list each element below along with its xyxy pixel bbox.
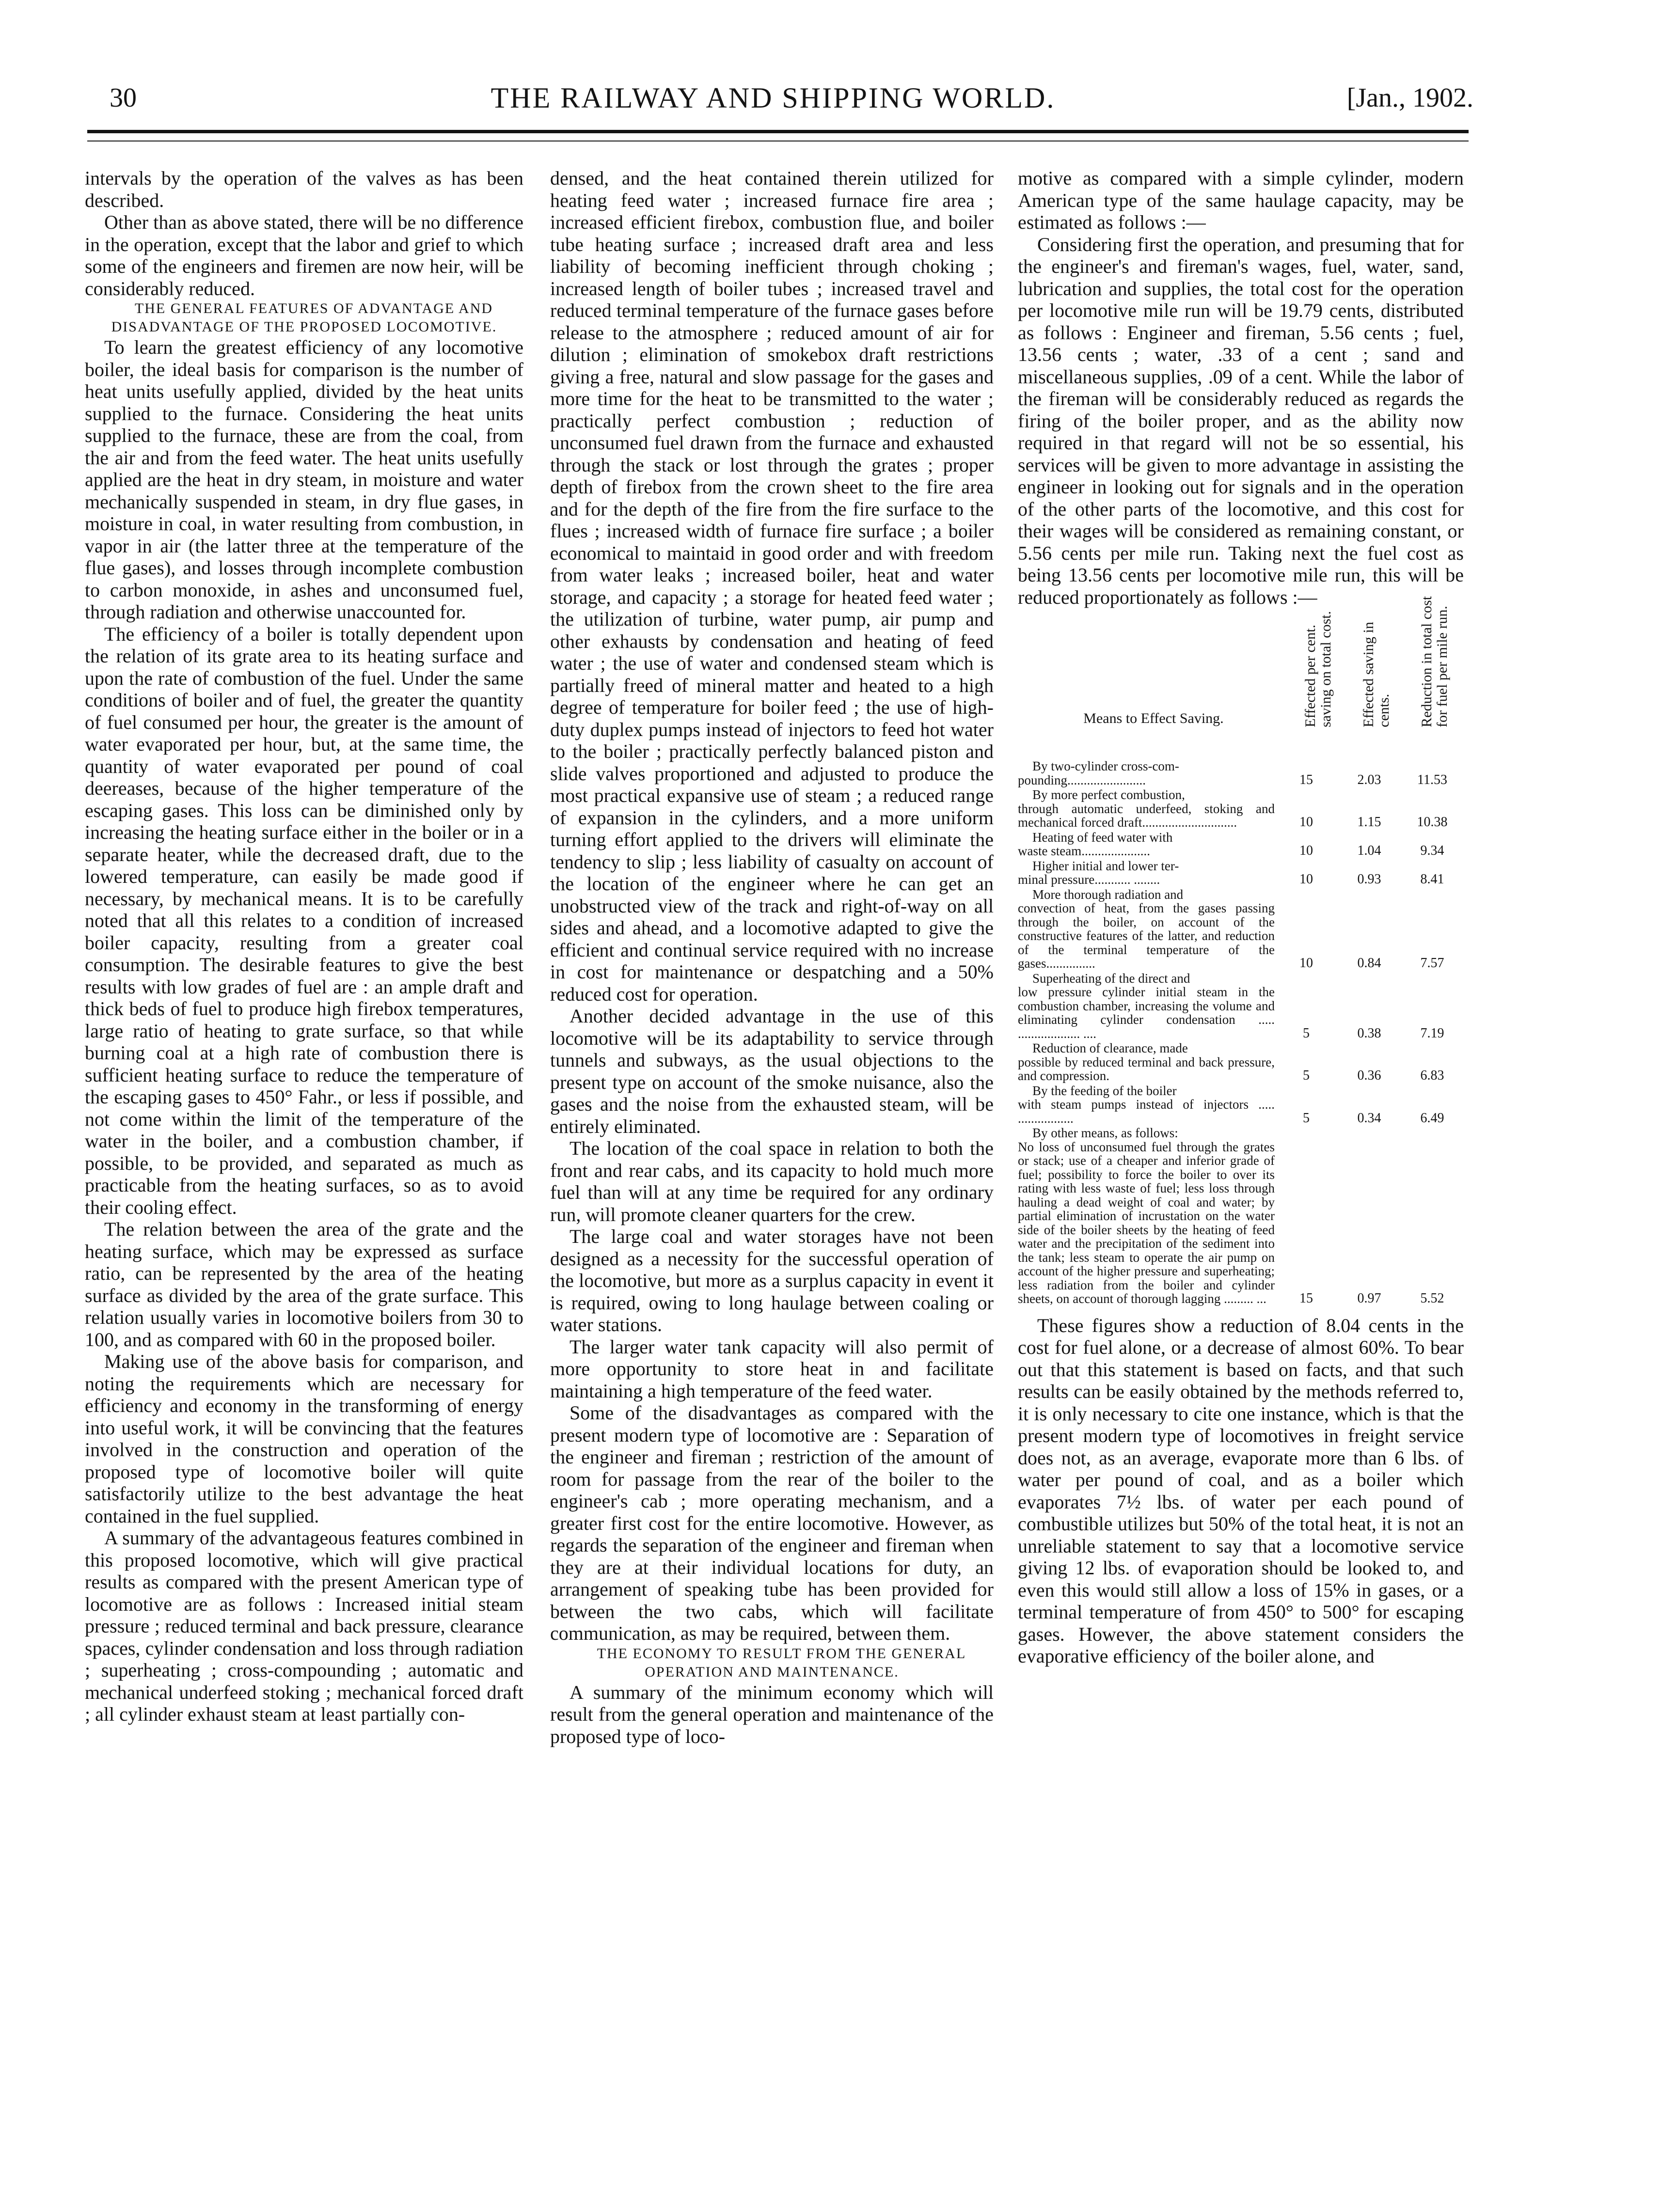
table-cell-percent: 15 [1299,1291,1313,1306]
paragraph: intervals by the operation of the valves as has been described. [85,167,523,211]
table-row-means [1018,859,1275,887]
table-row [1018,888,1464,971]
row-desc: through automatic underfeed, stoking and mechanical forced draft............................. [1018,801,1275,830]
table-header-percent-label: Effected per cent. saving on total cost. [1302,611,1334,727]
paragraph: The efficiency of a boiler is totally dependent upon the relation of its grate area to its heating surface and upon the rate of combustion of the fuel. Under the same conditions of boiler and of fuel, the greater the quantity of fuel consumed per hour, the greater is the amount of water evaporated per hour, but, at the same time, the quantity of water evaporated per pound of coal deereases, because of the higher temperature of the escaping gases. This loss can be diminished only by increasing the heating surface either in the boiler or in a separate heater, while the decreased draft, due to the lowered temperature, can easily be made good if necessary, by mechanical means. It is to be carefully noted that all this relates to a condition of increased boiler capacity, resulting from a greater coal consumption. The desirable features to give the best results with low grades of fuel are : an ample draft and thick beds of fuel to produce high firebox temperatures, large ratio of heating to grate surface, so that while burning coal at a high rate of combustion there is sufficient heating surface to reduce the temperature of the escaping gases to 450° Fahr., or less if possible, and not come within the limit of the temperature of the water in the boiler, and a combustion chamber, if possible, to be provided, and separated as much as practicable from the heating surfaces, so as to avoid their cooling effect. [85,623,523,1218]
row-desc: possible by reduced terminal and back pressure, and compression. [1018,1054,1275,1083]
row-lead: By two-cylinder cross-com- [1032,759,1179,773]
table-cell-reduction: 7.19 [1420,1025,1444,1041]
row-desc: pounding........................ [1018,772,1146,787]
table-header [1018,596,1464,758]
paragraph: A summary of the minimum economy which will result from the general operation and maintenance of the proposed type of loco- [550,1681,994,1747]
paragraph: A summary of the advantageous features combined in this proposed locomotive, which will give practical results as compared with the present American type of locomotive are as follows : Increased initial steam pressure ; reduced terminal and back pressure, clearance spaces, cylinder condensation and loss through radiation ; superheating ; cross-compounding ; automatic and mechanical underfeed stoking ; mechanical forced draft ; all cylinder exhaust steam at least partially con- [85,1527,523,1725]
table-cell-percent: 5 [1303,1110,1310,1126]
paragraph: Some of the disadvantages as compared with the present modern type of locomotive are : Separation of the engineer and fireman ; restriction of the amount of room for passage from the rear of the boiler to the engineer's cab ; more operating mechanism, and a greater first cost for the entire locomotive. However, as regards the separation of the engineer and fireman when they are at their individual locations for duty, an arrangement of speaking tube has been provided for between the two cabs, which will facilitate communication, as may be required, between them. [550,1402,994,1644]
paragraph: densed, and the heat contained therein utilized for heating feed water ; increased furnace fire area ; increased efficient firebox, combustion flue, and boiler tube heating surface ; increased draft area and less liability of becoming inefficient through choking ; increased length of boiler tubes ; increased travel and reduced terminal temperature of the furnace gases before release to the atmosphere ; reduced amount of air for dilution ; elimination of smokebox draft restrictions giving a free, natural and slow passage for the gases and more time for the heat to be transmitted to the water ; practically perfect combustion ; reduction of unconsumed fuel drawn from the furnace and exhausted through the stack or lost through the grates ; proper depth of firebox from the crown sheet to the fire area and for the depth of the fire from the fire surface to the flues ; increased width of furnace fire surface ; a boiler economical to maintaid in good order and with freedom from water leaks ; increased boiler, heat and water storage, and capacity ; a storage for heated feed water ; the utilization of turbine, water pump, air pump and other exhausts by condensation and heating of feed water ; the use of water and condensed steam which is partially freed of mineral matter and heated to a high degree of temperature for boiler feed ; the use of high-duty duplex pumps instead of injectors to feed hot water to the boiler ; practically perfectly balanced piston and slide valves proportioned and adjusted to produce the most practical expansive use of steam ; a reduced range of expansion in the cylinders, and a more uniform turning effort applied to the drivers will eliminate the tendency to slip ; less liability of casualty on account of the location of the engineer where he can get an unobstructed view of the track and right-of-way on all sides and ahead, and a locomotive adapted to give the efficient and continual service required with no increase in cost for maintenance or despatching and a 50% reduced cost for operation. [550,167,994,1005]
table-cell-cents: 0.93 [1357,872,1381,887]
issue-date: [Jan., 1902. [1346,83,1473,113]
table-cell-cents: 1.15 [1357,815,1381,830]
table-row [1018,788,1464,830]
table-cell-cents: 0.34 [1357,1110,1381,1126]
table-cell-cents: 0.38 [1357,1025,1381,1041]
table-header-cents [1347,613,1406,758]
table-header-reduction [1406,596,1464,758]
paragraph: The large coal and water storages have not been designed as a necessity for the successful operation of the locomotive, but more as a surplus capacity in event it is required, owing to long haulage between coaling or water stations. [550,1225,994,1335]
table-row [1018,1084,1464,1126]
table-row [1018,831,1464,858]
text-column-1 [85,167,523,1726]
paragraph: Considering first the operation, and presuming that for the engineer's and fireman's wages, fuel, water, sand, lubrication and supplies, the total cost for the operation per locomotive mile run will be 19.79 cents, distributed as follows : Engineer and fireman, 5.56 cents ; fuel, 13.56 cents ; water, .33 of a cent ; sand and miscellaneous supplies, .09 of a cent. While the labor of the fireman will be considerably reduced as regards the firing of the boiler proper, and as the ability now required in that regard will not be so essential, his services will be given to more advantage in assisting the engineer in looking out for signals and in the operation of the other parts of the locomotive, and this cost for their wages will be considered as remaining constant, or 5.56 cents per mile run. Taking next the fuel cost as being 13.56 cents per locomotive mile run, this will be reduced proportionately as follows :— [1018,233,1464,608]
savings-table [1018,596,1464,1306]
table-cell-percent: 10 [1299,956,1313,971]
row-desc: convection of heat, from the gases passing through the boiler, on account of the constructive features of the latter, and reduction of the terminal temperature of the gases............... [1018,901,1275,971]
table-row [1018,972,1464,1041]
table-header-means: Means to Effect Saving. [1083,710,1224,726]
paragraph: The larger water tank capacity will also permit of more opportunity to store heat in and facilitate maintaining a high temperature of the feed water. [550,1335,994,1402]
table-cell-reduction: 5.52 [1420,1291,1444,1306]
section-heading: THE ECONOMY TO RESULT FROM THE GENERAL OPERATION AND MAINTENANCE. [597,1645,966,1680]
paragraph: Making use of the above basis for comparison, and noting the requirements which are necessary for efficiency and economy in the transforming of energy into useful work, it will be convincing that the features involved in the construction and operation of the proposed type of locomotive boiler will quite satisfactorily utilize to the best advantage the heat contained in the fuel supplied. [85,1350,523,1527]
row-lead: By more perfect combustion, [1032,787,1185,802]
table-cell-cents: 2.03 [1357,772,1381,787]
table-cell-cents: 1.04 [1357,843,1381,858]
row-lead: By the feeding of the boiler [1032,1083,1177,1098]
paragraph: The location of the coal space in relation to both the front and rear cabs, and its capacity to hold much more fuel than will at any time be required for any ordinary run, will promote cleaner quarters for the crew. [550,1137,994,1225]
paragraph: These figures show a reduction of 8.04 cents in the cost for fuel alone, or a decrease of almost 60%. To bear out that this statement is based on facts, and that such results can be easily obtained by the methods referred to, it is only necessary to cite one instance, which is that the present modern type of locomotives in freight service does not, as an average, evaporate more than 6 lbs. of water per pound of coal, and as a boiler which evaporates 7½ lbs. of water per each pound of combustible utilizes but 50% of the total heat, it is not an unreliable statement to say that a locomotive service giving 12 lbs. of evaporation should be looked to, and even this would still allow a loss of 15% in gases, or a terminal temperature of from 450° to 500° for escaping gases. However, the above statement considers the evaporative efficiency of the boiler alone, and [1018,1314,1464,1667]
table-cell-reduction: 11.53 [1417,772,1447,787]
table-row-means [1018,831,1275,858]
table-row [1018,1041,1464,1083]
paragraph: Another decided advantage in the use of this locomotive will be its adaptability to service through tunnels and subways, as the usual objections to the present type on account of the smoke nuisance, also the gases and the noise from the exhausted steam, will be entirely eliminated. [550,1005,994,1137]
table-cell-cents: 0.84 [1357,956,1381,971]
table-header-cents-label: Effected saving in cents. [1360,622,1392,727]
table-cell-reduction: 6.49 [1420,1110,1444,1126]
row-lead: Higher initial and lower ter- [1032,858,1179,873]
table-cell-percent: 5 [1303,1068,1310,1083]
table-header-reduction-label: Reduction in total cost for fuel per mile run. [1419,596,1450,727]
row-lead: By other means, as follows: [1032,1126,1178,1140]
publication-title: THE RAILWAY AND SHIPPING WORLD. [490,82,1056,114]
table-row-means [1018,1084,1275,1126]
table-cell-percent: 15 [1299,772,1313,787]
table-row-means [1018,972,1275,1041]
table-row-means [1018,1041,1275,1083]
text-column-2 [550,167,994,1747]
paragraph: Other than as above stated, there will be no difference in the operation, except that the labor and grief to which some of the engineers and firemen are now heir, will be considerably reduced. [85,211,523,299]
row-desc: waste steam..................... [1018,844,1150,858]
table-cell-reduction: 10.38 [1417,815,1448,830]
table-cell-percent: 10 [1299,815,1313,830]
table-row-means [1018,1126,1275,1306]
page-header [73,73,1473,126]
header-rule-thick [87,130,1469,133]
text-column-3 [1018,167,1464,1667]
section-heading: THE GENERAL FEATURES OF ADVANTAGE AND DISADVANTAGE OF THE PROPOSED LOCOMOTIVE. [111,300,497,335]
table-header-percent [1289,613,1347,758]
row-lead: Heating of feed water with [1032,830,1173,845]
table-cell-percent: 10 [1299,843,1313,858]
row-desc: with steam pumps instead of injectors ..... ................. [1018,1097,1275,1126]
table-cell-reduction: 7.57 [1420,956,1444,971]
table-cell-percent: 10 [1299,872,1313,887]
table-cell-reduction: 6.83 [1420,1068,1444,1083]
paragraph: The relation between the area of the grate and the heating surface, which may be expressed as surface ratio, can be represented by the area of the heating surface as divided by the area of the grate surface. This relation usually varies in locomotive boilers from 30 to 100, and as compared with 60 in the proposed boiler. [85,1218,523,1350]
table-row [1018,1126,1464,1306]
row-lead: More thorough radiation and [1032,887,1184,902]
row-lead: Reduction of clearance, made [1032,1041,1188,1055]
page-number: 30 [110,83,137,113]
row-desc: low pressure cylinder initial steam in the combustion chamber, increasing the volume and eliminating cylinder condensation ..... ................... .... [1018,985,1275,1041]
table-row-means [1018,759,1275,787]
row-lead: Superheating of the direct and [1032,971,1190,986]
row-desc: No loss of unconsumed fuel through the grates or stack; use of a cheaper and inferior grade of fuel; possibility to force the boiler to over its rating with less waste of fuel; less loss through hauling a dead weight of coal and water; by partial elimination of incrustation on the water side of the boiler sheets by the heating of feed water and the precipitation of the sediment into the tank; less steam to operate the air pump on account of the higher pressure and superheating; less radiation from the boiler and cylinder sheets, on account of thorough lagging ......... ... [1018,1139,1275,1306]
paragraph: motive as compared with a simple cylinder, modern American type of the same haulage capacity, may be estimated as follows :— [1018,167,1464,233]
paragraph: To learn the greatest efficiency of any locomotive boiler, the ideal basis for comparison is the number of heat units usefully applied, divided by the heat units supplied to the furnace. Considering the heat units supplied to the furnace, these are from the coal, from the air and from the feed water. The heat units usefully applied are the heat in dry steam, in moisture and water mechanically suspended in steam, in dry flue gases, in moisture in coal, in water resulting from combustion, in vapor in air (the latter three at the temperature of the flue gases), and losses through incomplete combustion to carbon monoxide, in ashes and unconsumed fuel, through radiation and otherwise unaccounted for. [85,336,523,623]
row-desc: minal pressure........... ........ [1018,872,1160,887]
table-cell-percent: 5 [1303,1025,1310,1041]
table-row [1018,859,1464,887]
table-cell-cents: 0.97 [1357,1291,1381,1306]
table-row [1018,759,1464,787]
table-cell-reduction: 9.34 [1420,843,1444,858]
table-cell-cents: 0.36 [1357,1068,1381,1083]
table-row-means [1018,788,1275,830]
table-row-means [1018,888,1275,971]
table-cell-reduction: 8.41 [1420,872,1444,887]
